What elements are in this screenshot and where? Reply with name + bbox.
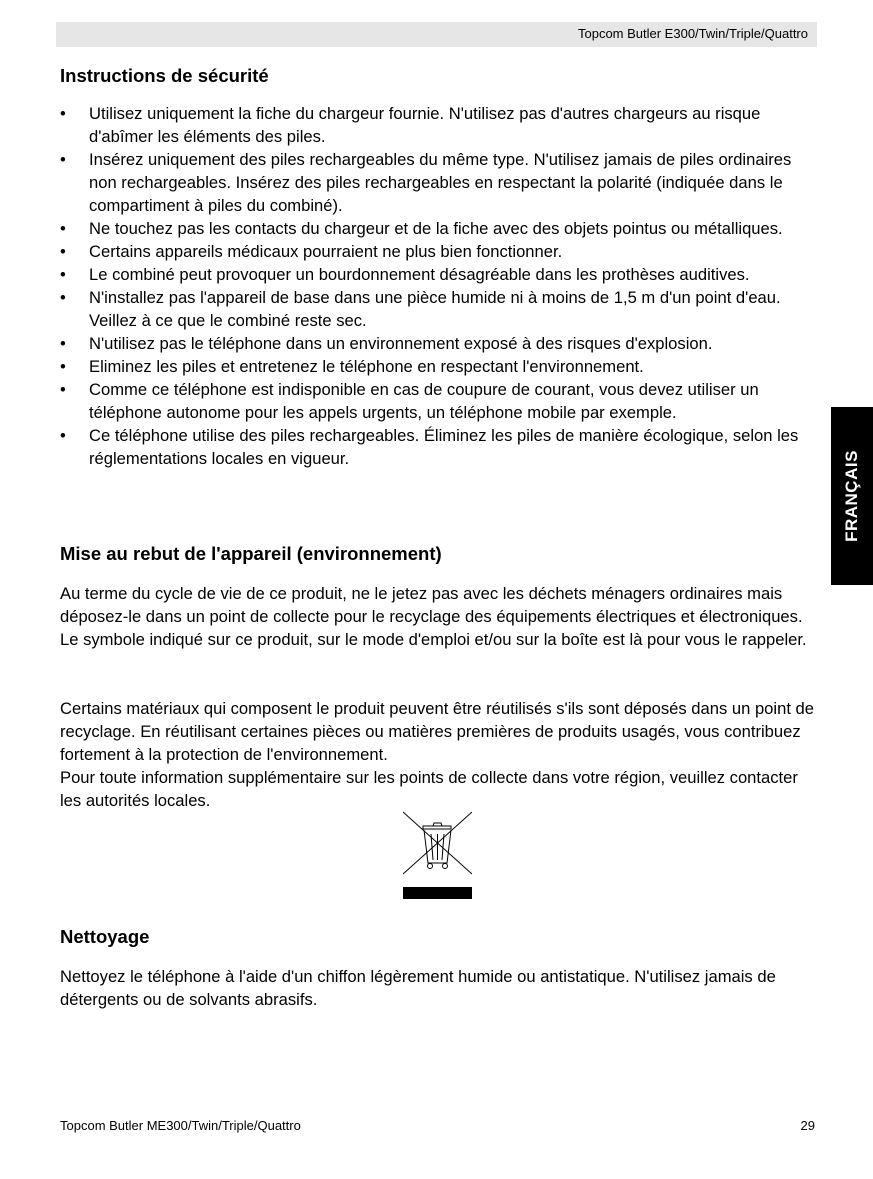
- disposal-heading: Mise au rebut de l'appareil (environnement): [60, 543, 442, 564]
- list-item-text: Certains appareils médicaux pourraient ne plus bien fonctionner.: [89, 242, 563, 261]
- list-item: [60, 148, 815, 217]
- bullet: •: [60, 104, 66, 123]
- weee-crossed-out-bin-icon: [403, 811, 472, 901]
- language-tab-label: FRANÇAIS: [842, 450, 861, 542]
- safety-list: [60, 102, 815, 470]
- list-item: [60, 102, 815, 148]
- list-item: [60, 217, 815, 240]
- list-item: [60, 286, 815, 332]
- bullet: •: [60, 357, 66, 376]
- disposal-paragraph-2: Certains matériaux qui composent le produit peuvent être réutilisés s'ils sont déposés dans un point de recyclage. En réutilisant certaines pièces ou matières premières de produits usagés, vous contribuez fortement à la protection de l'environnement.: [60, 699, 815, 764]
- list-item-text: N'utilisez pas le téléphone dans un environnement exposé à des risques d'explosion.: [89, 334, 713, 353]
- list-item-text: Utilisez uniquement la fiche du chargeur fournie. N'utilisez pas d'autres chargeurs au risque d'abîmer les éléments des piles.: [89, 104, 761, 146]
- disposal-paragraph-3: Pour toute information supplémentaire sur les points de collecte dans votre région, veuillez contacter les autorités locales.: [60, 768, 798, 810]
- list-item-text: Ce téléphone utilise des piles rechargeables. Éliminez les piles de manière écologique, selon les réglementations locales en vigueur.: [89, 426, 799, 468]
- list-item: [60, 355, 815, 378]
- bullet: •: [60, 380, 66, 399]
- bullet: •: [60, 265, 66, 284]
- list-item: [60, 263, 815, 286]
- list-item-text: Insérez uniquement des piles rechargeables du même type. N'utilisez jamais de piles ordinaires non rechargeables. Insérez des piles rechargeables en respectant la polarité (indiquée dans le compartiment à piles du combiné).: [89, 150, 792, 215]
- language-side-tab: [831, 407, 873, 585]
- list-item-text: N'installez pas l'appareil de base dans une pièce humide ni à moins de 1,5 m d'un point d'eau. Veillez à ce que le combiné reste sec.: [89, 288, 781, 330]
- list-item-text: Le combiné peut provoquer un bourdonnement désagréable dans les prothèses auditives.: [89, 265, 750, 284]
- list-item: [60, 424, 815, 470]
- cleaning-heading: Nettoyage: [60, 926, 150, 947]
- disposal-paragraph-1: Au terme du cycle de vie de ce produit, ne le jetez pas avec les déchets ménagers ordinaires mais déposez-le dans un point de collecte pour le recyclage des équipements électriques et électroniques. Le symbole indiqué sur ce produit, sur le mode d'emploi et/ou sur la boîte est là pour vous le rappeler.: [60, 584, 807, 649]
- page-number: 29: [800, 1118, 815, 1133]
- bullet: •: [60, 242, 66, 261]
- list-item-text: Eliminez les piles et entretenez le téléphone en respectant l'environnement.: [89, 357, 644, 376]
- cleaning-paragraph: Nettoyez le téléphone à l'aide d'un chiffon légèrement humide ou antistatique. N'utilisez jamais de détergents ou de solvants abrasifs.: [60, 967, 776, 1009]
- header-bar: [56, 22, 817, 47]
- bullet: •: [60, 150, 66, 169]
- bullet: •: [60, 219, 66, 238]
- safety-heading: Instructions de sécurité: [60, 65, 269, 86]
- list-item: [60, 332, 815, 355]
- bullet: •: [60, 334, 66, 353]
- footer-product-name: Topcom Butler ME300/Twin/Triple/Quattro: [60, 1118, 301, 1133]
- list-item-text: Ne touchez pas les contacts du chargeur et de la fiche avec des objets pointus ou métalliques.: [89, 219, 783, 238]
- bullet: •: [60, 426, 66, 445]
- header-title: Topcom Butler E300/Twin/Triple/Quattro: [577, 26, 808, 41]
- list-item: [60, 378, 815, 424]
- bullet: •: [60, 288, 66, 307]
- list-item-text: Comme ce téléphone est indisponible en cas de coupure de courant, vous devez utiliser un téléphone autonome pour les appels urgents, un téléphone mobile par exemple.: [89, 380, 759, 422]
- list-item: [60, 240, 815, 263]
